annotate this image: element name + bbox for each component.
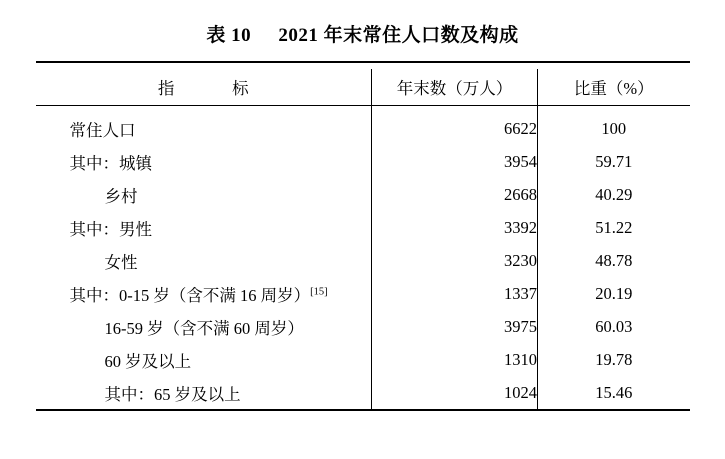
row-label: 常住人口 <box>69 120 136 140</box>
row-value: 1024 <box>372 376 538 410</box>
column-header-value: 年末数（万人） <box>372 69 538 106</box>
table-header-row <box>36 69 690 106</box>
row-percent: 59.71 <box>595 151 633 171</box>
row-value: 3230 <box>372 244 538 277</box>
table-row <box>36 310 690 343</box>
table-row <box>36 244 690 277</box>
table-row <box>36 145 690 178</box>
table-row <box>36 343 690 376</box>
row-value: 3975 <box>372 310 538 343</box>
table-row <box>36 376 690 410</box>
table-top-rule <box>36 62 690 69</box>
row-value: 6622 <box>372 112 538 145</box>
row-percent: 51.22 <box>595 217 633 237</box>
table-row <box>36 211 690 244</box>
footnote-marker: [15] <box>310 286 328 297</box>
row-value: 3954 <box>372 145 538 178</box>
row-value: 3392 <box>372 211 538 244</box>
table-caption <box>0 0 725 61</box>
table-bottom-rule <box>36 410 690 417</box>
row-value: 1310 <box>372 343 538 376</box>
row-percent: 20.19 <box>595 283 633 303</box>
column-header-label-text: 指 标 <box>157 79 257 98</box>
population-table <box>36 61 690 417</box>
column-header-percent: 比重（%） <box>573 79 654 98</box>
row-label: 其中：0-15 岁（含不满 16 周岁）[15] <box>69 285 328 305</box>
row-percent: 60.03 <box>595 316 633 336</box>
row-label: 乡村 <box>104 186 138 206</box>
row-label: 其中：男性 <box>69 219 152 239</box>
row-label: 其中：65 岁及以上 <box>104 384 241 404</box>
row-label: 16-59 岁（含不满 60 周岁） <box>104 318 304 338</box>
table-row <box>36 178 690 211</box>
table-title-text: 2021 年末常住人口数及构成 <box>278 25 519 46</box>
table-row <box>36 112 690 145</box>
row-percent: 100 <box>601 118 627 138</box>
row-label: 其中：城镇 <box>69 153 152 173</box>
table-number: 表 10 <box>206 25 252 46</box>
row-percent: 15.46 <box>595 382 633 402</box>
row-percent: 40.29 <box>595 184 633 204</box>
row-label: 60 岁及以上 <box>104 351 192 371</box>
table-row <box>36 277 690 310</box>
row-label: 女性 <box>104 252 138 272</box>
column-header-label <box>36 69 372 106</box>
row-percent: 48.78 <box>595 250 633 270</box>
row-percent: 19.78 <box>595 349 633 369</box>
row-value: 1337 <box>372 277 538 310</box>
row-value: 2668 <box>372 178 538 211</box>
